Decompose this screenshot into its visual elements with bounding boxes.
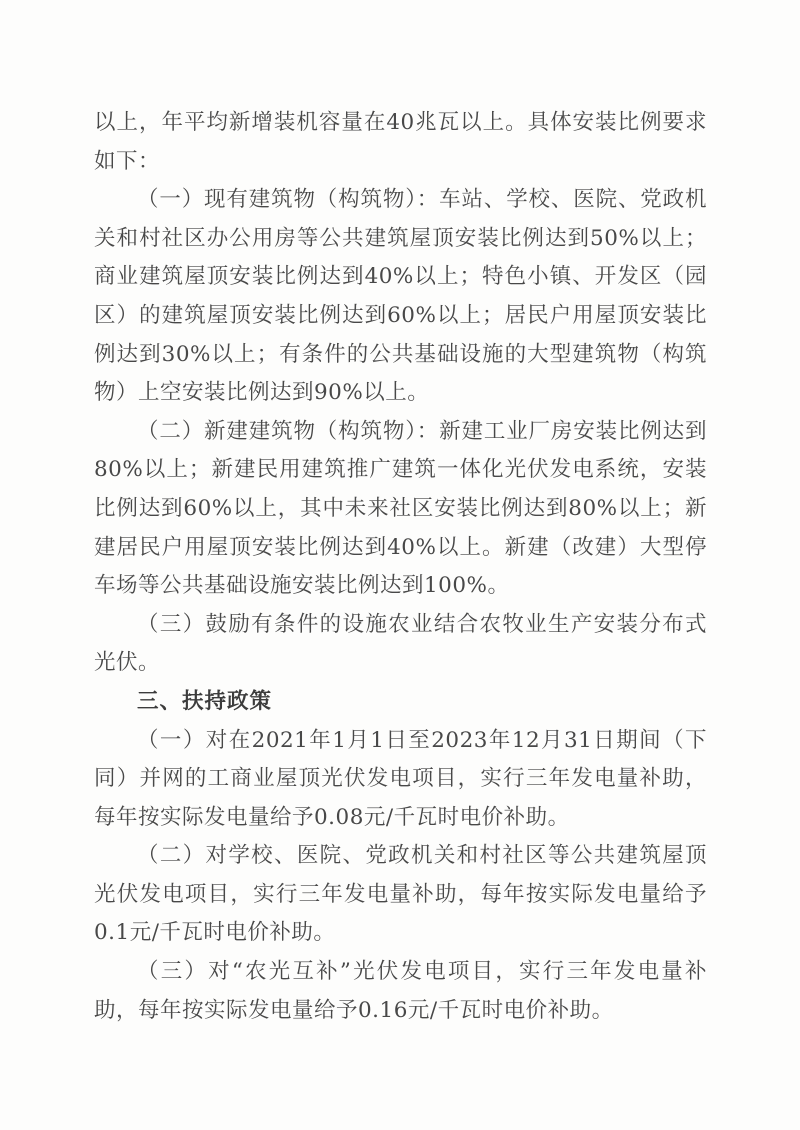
- paragraph-item-commercial-subsidy: （一）对在2021年1月1日至2023年12月31日期间（下同）并网的工商业屋顶光伏发电项目，实行三年发电量补助，每年按实际发电量给予0.08元/千瓦时电价补助。: [94, 727, 707, 830]
- paragraph-continuation: 以上，年平均新增装机容量在40兆瓦以上。具体安装比例要求如下：: [94, 110, 707, 174]
- paragraph-item-public-building-subsidy: （二）对学校、医院、党政机关和村社区等公共建筑屋顶光伏发电项目，实行三年发电量补助，每年按实际发电量给予0.1元/千瓦时电价补助。: [94, 843, 707, 946]
- paragraph-item-agrivoltaic-subsidy: （三）对“农光互补”光伏发电项目，实行三年发电量补助，每年按实际发电量给予0.16元/千瓦时电价补助。: [94, 959, 707, 1023]
- paragraph-item-agriculture: （三）鼓励有条件的设施农业结合农牧业生产安装分布式光伏。: [94, 611, 707, 676]
- document-body: [94, 104, 707, 1030]
- paragraph-item-existing-buildings: （一）现有建筑物（构筑物）：车站、学校、医院、党政机关和村社区办公用房等公共建筑屋顶安装比例达到50%以上；商业建筑屋顶安装比例达到40%以上；特色小镇、开发区（园区）的建筑屋顶安装比例达到60%以上；居民户用屋顶安装比例达到30%以上；有条件的公共基础设施的大型建筑物（构筑物）上空安装比例达到90%以上。: [94, 187, 707, 406]
- paragraph-item-new-buildings: （二）新建建筑物（构筑物）：新建工业厂房安装比例达到80%以上；新建民用建筑推广建筑一体化光伏发电系统，安装比例达到60%以上，其中未来社区安装比例达到80%以上；新建居民户用屋顶安装比例达到40%以上。新建（改建）大型停车场等公共基础设施安装比例达到100%。: [94, 418, 707, 599]
- section-heading-support-policies: 三、扶持政策: [137, 688, 273, 714]
